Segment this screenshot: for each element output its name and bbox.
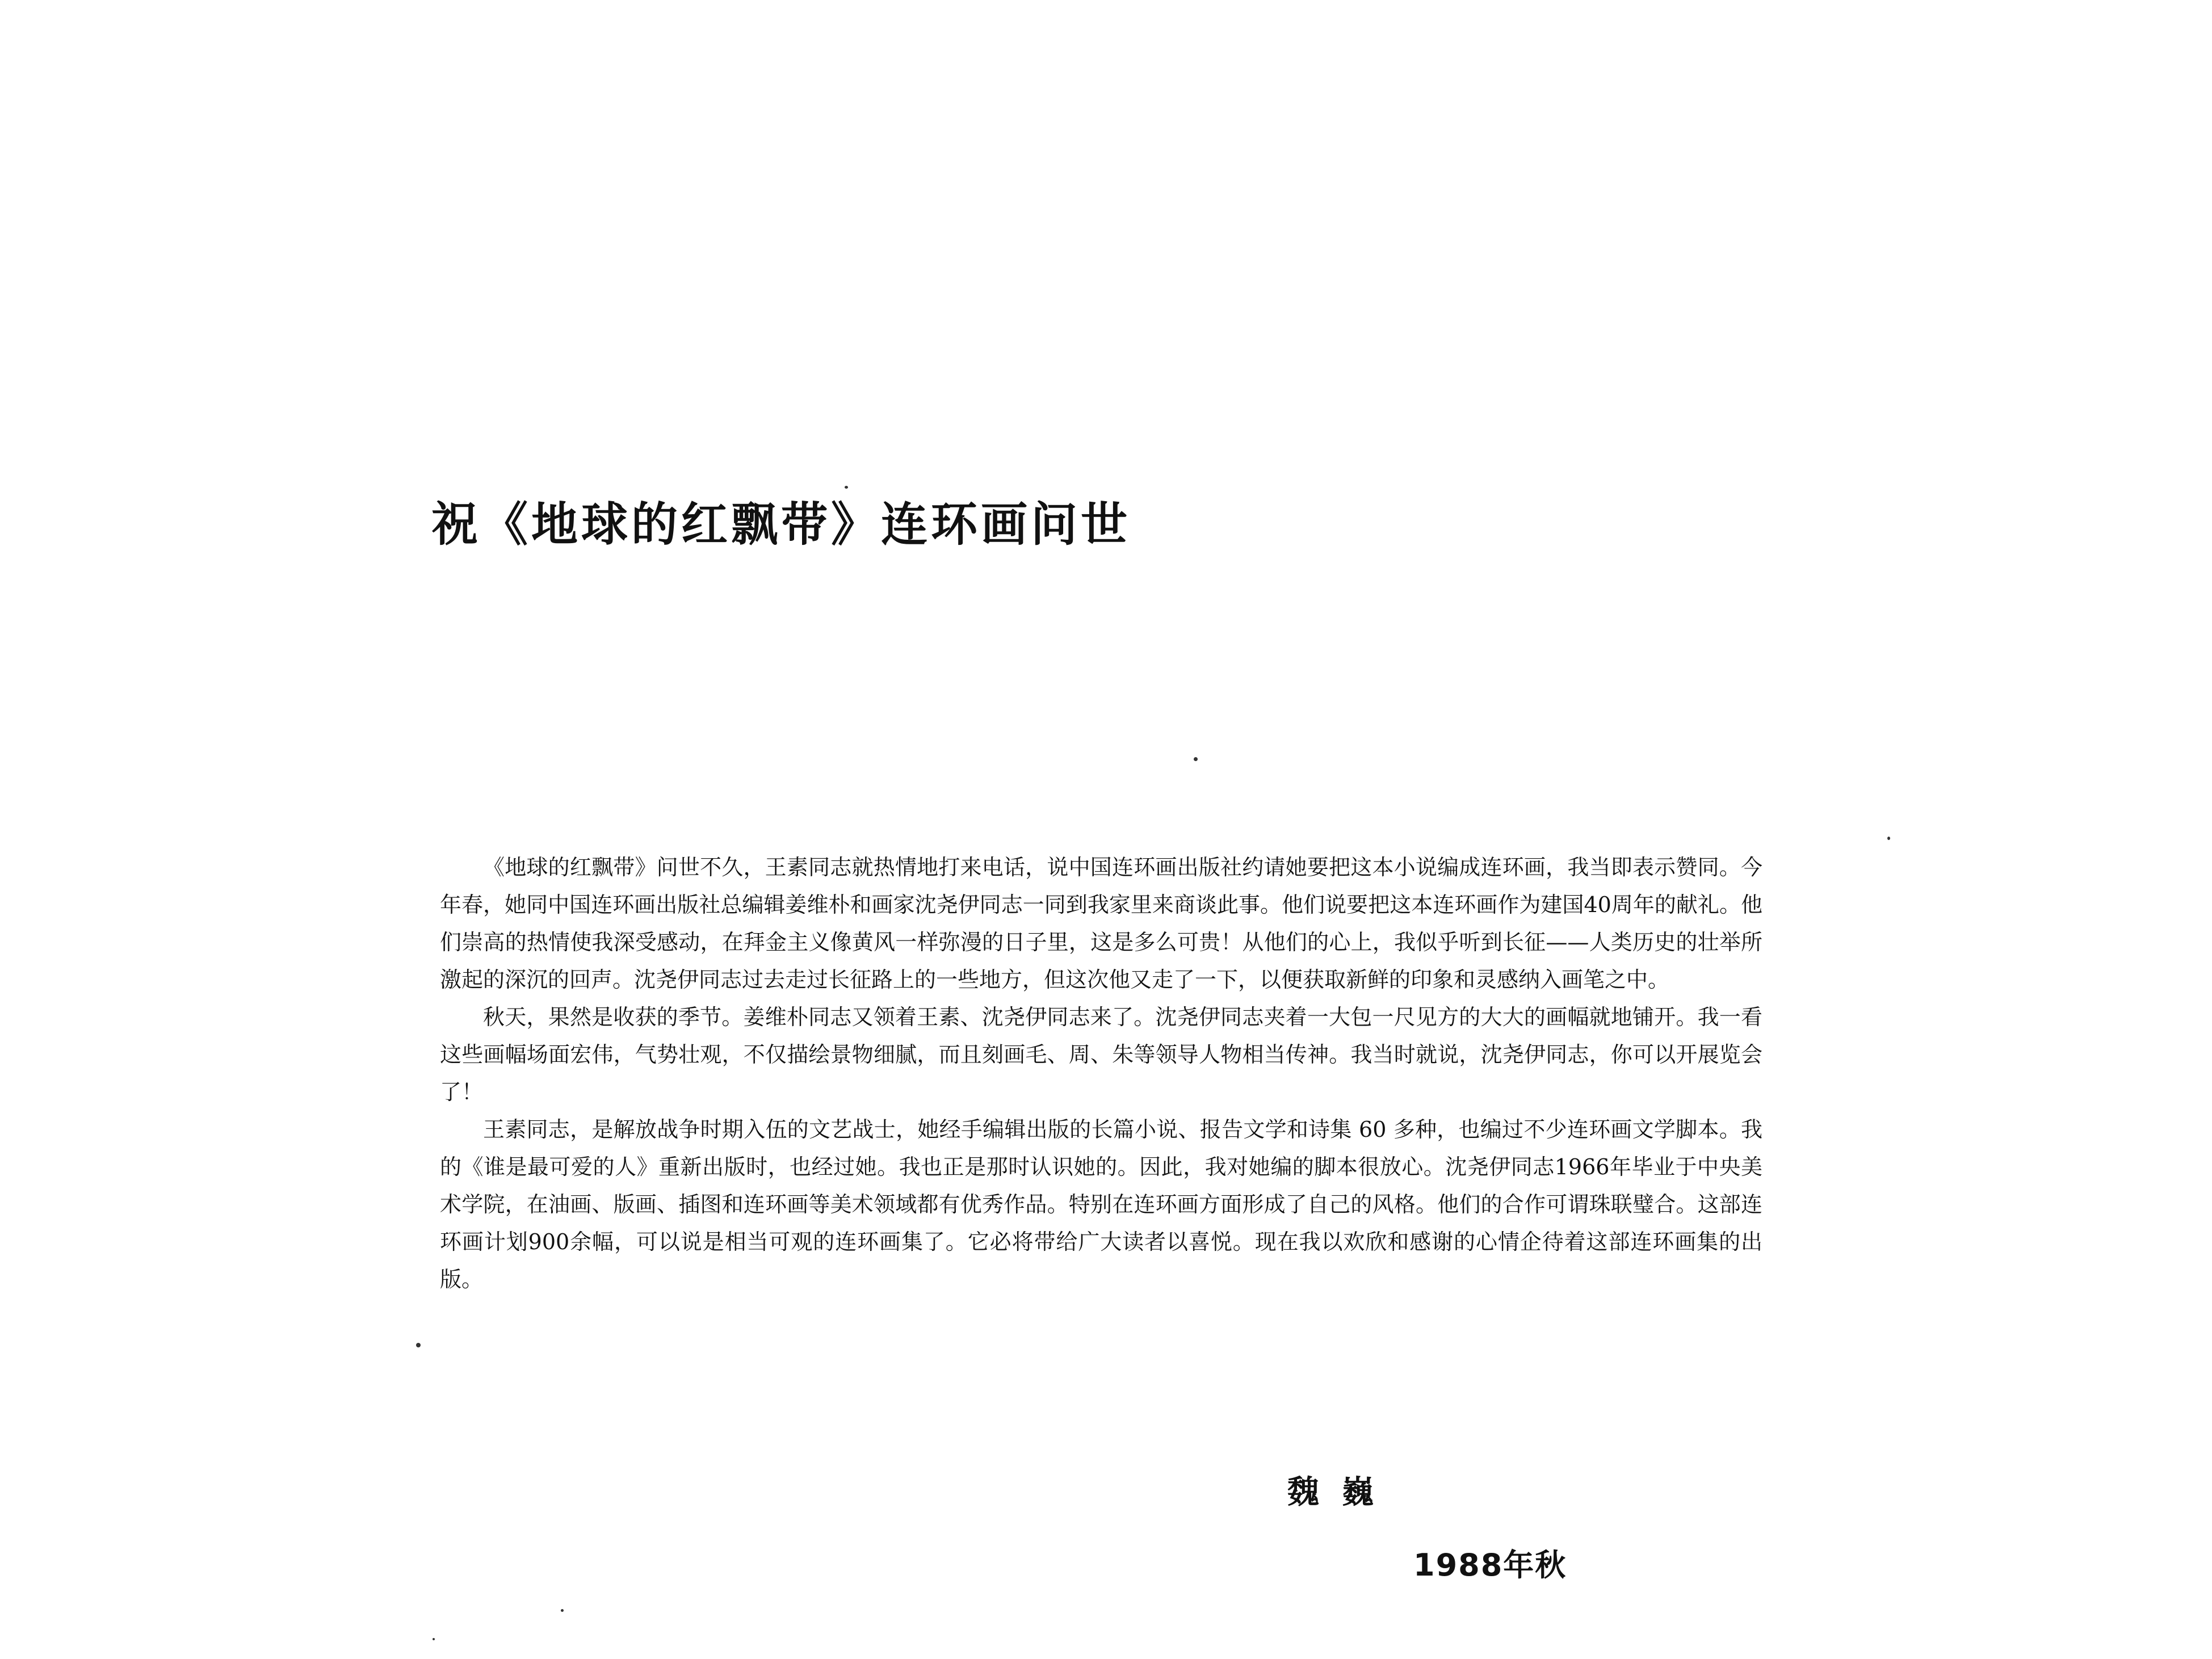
scan-speck (561, 1609, 564, 1612)
author-signature: 魏巍 (1287, 1474, 1396, 1511)
scan-speck (1194, 757, 1198, 761)
paragraph-2: 秋天，果然是收获的季节。姜维朴同志又领着王素、沈尧伊同志来了。沈尧伊同志夹着一大包一尺见方的大大的画幅就地铺开。我一看这些画幅场面宏伟，气势壮观，不仅描绘景物细腻，而且刻画毛、周、朱等领导人物相当传神。我当时就说，沈尧伊同志，你可以开展览会了！ (440, 1005, 1762, 1104)
scan-speck (433, 1638, 435, 1640)
body-text (440, 849, 1762, 1298)
scan-speck (845, 486, 848, 489)
page-title: 祝《地球的红飘带》连环画问世 (431, 498, 1131, 552)
scan-speck (1887, 837, 1890, 840)
scan-speck (416, 1343, 421, 1347)
paragraph-1: 《地球的红飘带》问世不久，王素同志就热情地打来电话，说中国连环画出版社约请她要把这本小说编成连环画，我当即表示赞同。今年春，她同中国连环画出版社总编辑姜维朴和画家沈尧伊同志一同到我家里来商谈此事。他们说要把这本连环画作为建国40周年的献礼。他们崇高的热情使我深受感动，在拜金主义像黄风一样弥漫的日子里，这是多么可贵！从他们的心上，我似乎听到长征——人类历史的壮举所激起的深沉的回声。沈尧伊同志过去走过长征路上的一些地方，但这次他又走了一下，以便获取新鲜的印象和灵感纳入画笔之中。 (440, 855, 1762, 992)
paragraph-3: 王素同志，是解放战争时期入伍的文艺战士，她经手编辑出版的长篇小说、报告文学和诗集 60 多种，也编过不少连环画文学脚本。我的《谁是最可爱的人》重新出版时，也经过她。我也正是那时认识她的。因此，我对她编的脚本很放心。沈尧伊同志1966年毕业于中央美术学院，在油画、版画、插图和连环画等美术领域都有优秀作品。特别在连环画方面形成了自己的风格。他们的合作可谓珠联璧合。这部连环画计划900余幅，可以说是相当可观的连环画集了。它必将带给广大读者以喜悦。现在我以欢欣和感谢的心情企待着这部连环画集的出版。 (440, 1117, 1762, 1292)
date-line: 1988年秋 (1413, 1547, 1567, 1583)
